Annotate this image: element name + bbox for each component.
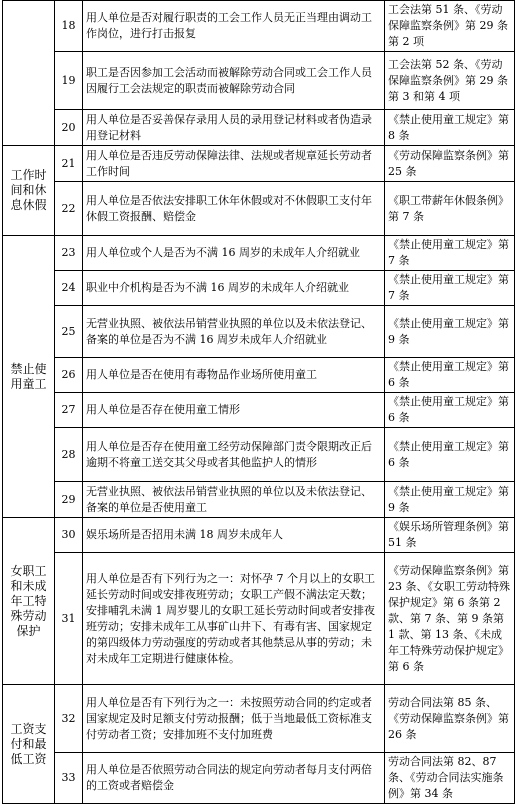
inspection-item: 用人单位是否违反劳动保障法律、法规或者规章延长劳动者工作时间 <box>83 146 385 182</box>
legal-basis: 劳动合同法第 85 条、《劳动保障监察条例》第 26 条 <box>385 685 515 753</box>
legal-basis: 《禁止使用童工规定》第 8 条 <box>385 110 515 146</box>
inspection-item: 用人单位是否妥善保存录用人员的录用登记材料或者伪造录用登记材料 <box>83 110 385 146</box>
row-number: 27 <box>55 393 83 428</box>
row-number: 18 <box>55 1 83 52</box>
table-row <box>3 1 515 52</box>
table-row <box>3 110 515 146</box>
legal-basis: 《禁止使用童工规定》第 9 条 <box>385 482 515 518</box>
inspection-item: 用人单位是否依照劳动合同法的规定向劳动者每月支付两倍的工资或者赔偿金 <box>83 753 385 804</box>
inspection-item: 职业中介机构是否为不满 16 周岁的未成年人介绍就业 <box>83 271 385 306</box>
legal-basis: 工会法第 52 条、《劳动保障监察条例》第 29 条第 3 和第 4 项 <box>385 52 515 110</box>
table-row <box>3 753 515 804</box>
legal-basis: 《禁止使用童工规定》第 6 条 <box>385 393 515 428</box>
table-row <box>3 182 515 236</box>
row-number: 30 <box>55 518 83 553</box>
inspection-item: 用人单位是否存在使用童工情形 <box>83 393 385 428</box>
table-row <box>3 52 515 110</box>
legal-basis: 《禁止使用童工规定》第 6 条 <box>385 428 515 482</box>
inspection-item: 用人单位是否在使用有毒物品作业场所使用童工 <box>83 358 385 393</box>
inspection-item: 用人单位是否有下列行为之一：未按照劳动合同的约定或者国家规定及时足额支付劳动报酬；低于当地最低工资标准支付劳动者工资；安排加班不支付加班费 <box>83 685 385 753</box>
inspection-item: 无营业执照、被依法吊销营业执照的单位以及未依法登记、备案的单位是否使用童工 <box>83 482 385 518</box>
legal-basis: 《禁止使用童工规定》第 7 条 <box>385 271 515 306</box>
row-number: 26 <box>55 358 83 393</box>
row-number: 20 <box>55 110 83 146</box>
table-row <box>3 393 515 428</box>
inspection-item: 娱乐场所是否招用未满 18 周岁未成年人 <box>83 518 385 553</box>
category-wage: 工资支付和最低工资 <box>3 685 55 804</box>
table-row <box>3 553 515 685</box>
inspection-item: 职工是否因参加工会活动而被解除劳动合同或工会工作人员因履行工会法规定的职责而被解除劳动合同 <box>83 52 385 110</box>
category-work-time: 工作时间和休息休假 <box>3 146 55 236</box>
inspection-item: 用人单位是否依法安排职工休年休假或对不休假职工支付年休假工资报酬、赔偿金 <box>83 182 385 236</box>
row-number: 24 <box>55 271 83 306</box>
row-number: 32 <box>55 685 83 753</box>
row-number: 25 <box>55 306 83 358</box>
table-row <box>3 358 515 393</box>
table-row <box>3 428 515 482</box>
table-row <box>3 146 515 182</box>
legal-basis: 《职工带薪年休假条例》第 7 条 <box>385 182 515 236</box>
row-number: 21 <box>55 146 83 182</box>
legal-basis: 工会法第 51 条、《劳动保障监察条例》第 29 条第 2 项 <box>385 1 515 52</box>
table-row <box>3 306 515 358</box>
table-row <box>3 271 515 306</box>
table-row <box>3 482 515 518</box>
row-number: 22 <box>55 182 83 236</box>
legal-basis: 《娱乐场所管理条例》第 51 条 <box>385 518 515 553</box>
legal-basis: 《禁止使用童工规定》第 9 条 <box>385 306 515 358</box>
inspection-item: 用人单位是否对履行职责的工会工作人员无正当理由调动工作岗位，进行打击报复 <box>83 1 385 52</box>
inspection-item: 用人单位是否有下列行为之一：对怀孕 7 个月以上的女职工延长劳动时间或安排夜班劳动；女职工产假不满法定天数；安排哺乳未满 1 周岁婴儿的女职工延长劳动时间或者安排夜班劳动；安排未成年工从事矿山井下、有毒有害、国家规定的第四级体力劳动强度的劳动或者其他禁忌从事的劳动；未对未成年工定期进行健康体检。 <box>83 553 385 685</box>
table-row <box>3 518 515 553</box>
table-row <box>3 685 515 753</box>
table-row <box>3 236 515 271</box>
legal-basis: 《劳动保障监察条例》第 23 条、《女职工劳动特殊保护规定》第 6 条第 2 款、第 7 条、第 9 条第 1 款、第 13 条、《未成年工特殊劳动保护规定》第 6 条 <box>385 553 515 685</box>
row-number: 29 <box>55 482 83 518</box>
row-number: 28 <box>55 428 83 482</box>
row-number: 33 <box>55 753 83 804</box>
row-number: 31 <box>55 553 83 685</box>
legal-basis: 《禁止使用童工规定》第 6 条 <box>385 358 515 393</box>
category-child-labor: 禁止使用童工 <box>3 236 55 518</box>
row-number: 19 <box>55 52 83 110</box>
row-number: 23 <box>55 236 83 271</box>
inspection-item: 用人单位是否存在使用童工经劳动保障部门责令限期改正后逾期不将童工送交其父母或者其他监护人的情形 <box>83 428 385 482</box>
legal-basis: 《禁止使用童工规定》第 7 条 <box>385 236 515 271</box>
category-special-protection: 女职工和未成年工特殊劳动保护 <box>3 518 55 685</box>
inspection-item: 用人单位或个人是否为不满 16 周岁的未成年人介绍就业 <box>83 236 385 271</box>
legal-basis: 《劳动保障监察条例》第 25 条 <box>385 146 515 182</box>
category-cell-continued <box>3 1 55 146</box>
inspection-item: 无营业执照、被依法吊销营业执照的单位以及未依法登记、备案的单位是否为不满 16 周岁未成年人介绍就业 <box>83 306 385 358</box>
inspection-table <box>2 0 515 804</box>
legal-basis: 劳动合同法第 82、87 条、《劳动合同法实施条例》第 34 条 <box>385 753 515 804</box>
